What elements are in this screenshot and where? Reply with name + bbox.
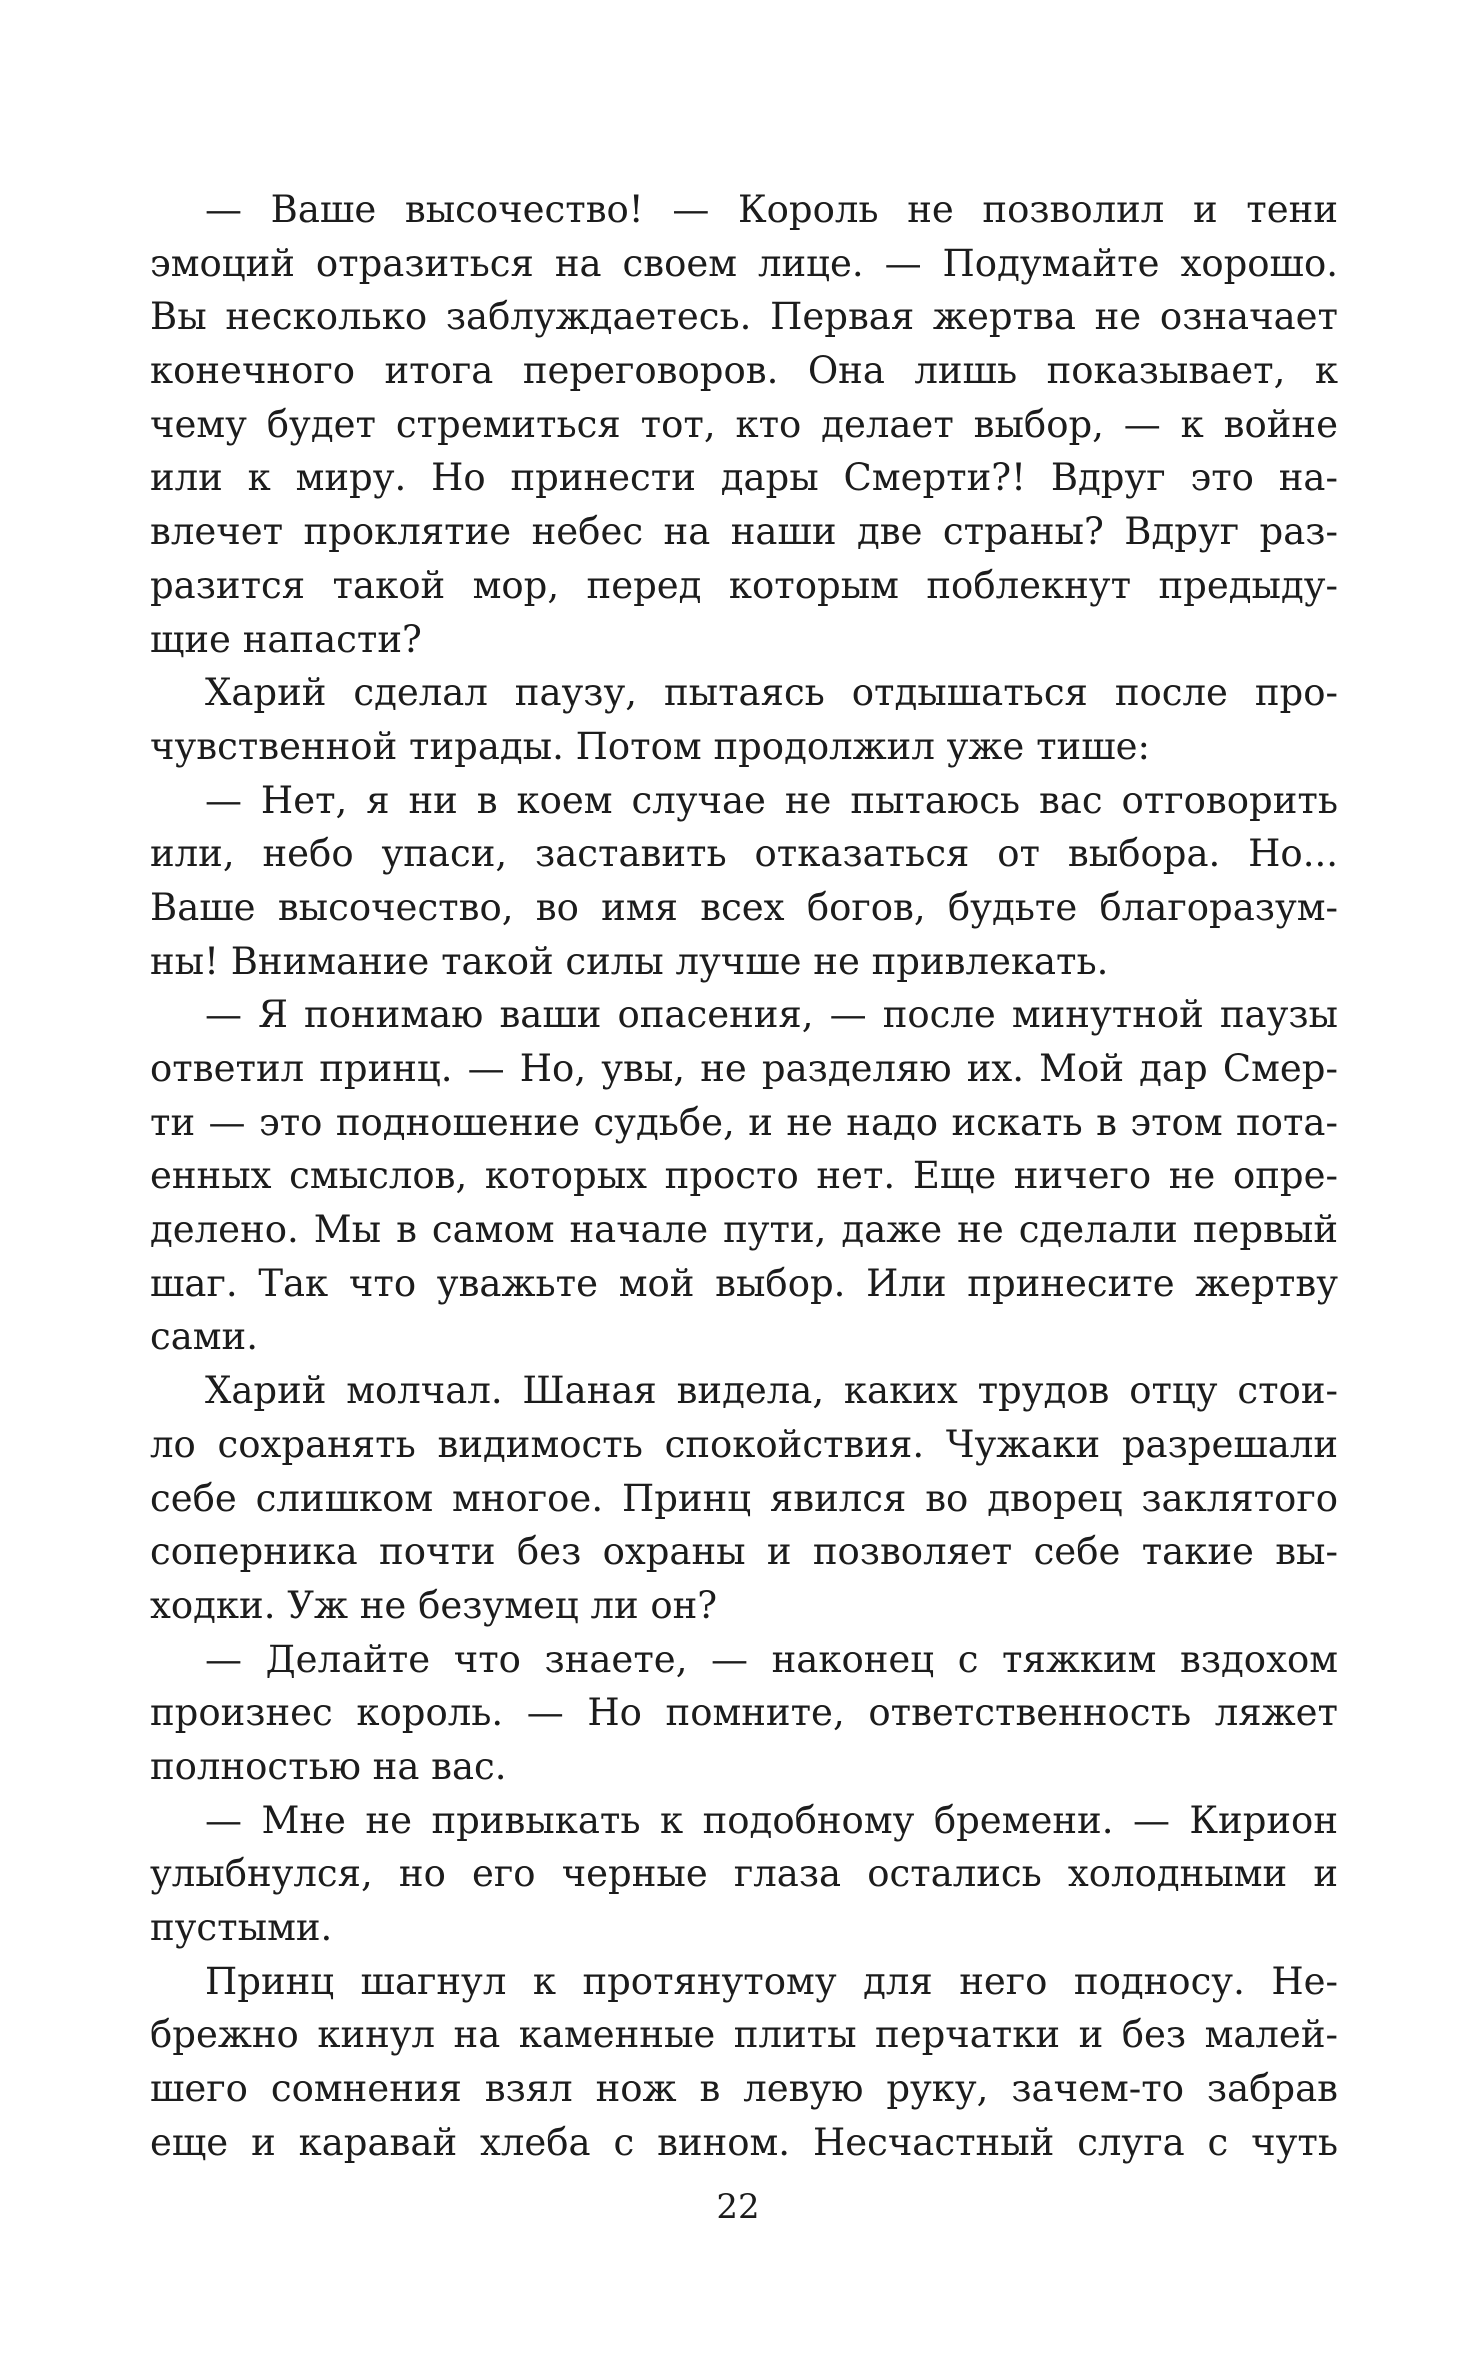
text-line: — Я понимаю ваши опасения, — после минутной паузы bbox=[205, 993, 1338, 1037]
text-line: брежно кинул на каменные плиты перчатки и без малей- bbox=[150, 2013, 1338, 2057]
text-line: ны! Внимание такой силы лучше не привлекать. bbox=[150, 939, 1109, 983]
text-line: полностью на вас. bbox=[150, 1744, 507, 1788]
text-line: или к миру. Но принести дары Смерти?! Вдруг это на- bbox=[150, 456, 1338, 500]
text-line: Принц шагнул к протянутому для него подносу. Не- bbox=[205, 1959, 1338, 2003]
text-line: еще и каравай хлеба с вином. Несчастный слуга с чуть bbox=[150, 2120, 1338, 2164]
text-line: себе слишком многое. Принц явился во дворец заклятого bbox=[150, 1476, 1338, 1520]
text-line: енных смыслов, которых просто нет. Еще ничего не опре- bbox=[150, 1154, 1338, 1198]
text-line: — Мне не привыкать к подобному бремени. — Кирион bbox=[205, 1798, 1338, 1842]
text-line: чувственной тирады. Потом продолжил уже тише: bbox=[150, 724, 1150, 768]
page-number: 22 bbox=[716, 2187, 760, 2227]
text-line: ти — это подношение судьбе, и не надо искать в этом пота- bbox=[150, 1100, 1338, 1144]
text-line: шаг. Так что уважьте мой выбор. Или принесите жертву bbox=[150, 1261, 1338, 1305]
text-line: разится такой мор, перед которым поблекнут предыду- bbox=[150, 563, 1338, 607]
text-line: соперника почти без охраны и позволяет себе такие вы- bbox=[150, 1530, 1338, 1574]
text-line: — Нет, я ни в коем случае не пытаюсь вас отговорить bbox=[205, 778, 1338, 822]
text-line: шего сомнения взял нож в левую руку, зачем-то забрав bbox=[150, 2067, 1338, 2111]
text-line: эмоций отразиться на своем лице. — Подумайте хорошо. bbox=[150, 241, 1338, 285]
text-line: Харий сделал паузу, пытаясь отдышаться после про- bbox=[205, 671, 1338, 715]
text-line: Вы несколько заблуждаетесь. Первая жертва не означает bbox=[150, 295, 1338, 339]
text-line: сами. bbox=[150, 1315, 258, 1359]
text-line: — Ваше высочество! — Король не позволил и тени bbox=[205, 188, 1338, 231]
text-line: Ваше высочество, во имя всех богов, будьте благоразум- bbox=[150, 885, 1338, 929]
text-line: пустыми. bbox=[150, 1906, 333, 1949]
text-line: щие напасти? bbox=[150, 617, 422, 661]
text-line: ходки. Уж не безумец ли он? bbox=[150, 1583, 718, 1627]
body-text bbox=[150, 183, 1338, 2169]
text-line: или, небо упаси, заставить отказаться от выбора. Но... bbox=[150, 832, 1338, 876]
text-line: ло сохранять видимость спокойствия. Чужаки разрешали bbox=[150, 1422, 1338, 1466]
text-line: Харий молчал. Шаная видела, каких трудов отцу стои- bbox=[205, 1369, 1338, 1413]
text-line: делено. Мы в самом начале пути, даже не сделали первый bbox=[150, 1208, 1338, 1252]
text-line: — Делайте что знаете, — наконец с тяжким вздохом bbox=[205, 1637, 1338, 1681]
text-line: улыбнулся, но его черные глаза остались холодными и bbox=[150, 1852, 1338, 1896]
text-line: конечного итога переговоров. Она лишь показывает, к bbox=[150, 349, 1338, 393]
text-line: чему будет стремиться тот, кто делает выбор, — к войне bbox=[150, 402, 1338, 446]
text-line: произнес король. — Но помните, ответственность ляжет bbox=[150, 1691, 1338, 1735]
text-line: влечет проклятие небес на наши две страны? Вдруг раз- bbox=[150, 510, 1338, 554]
text-line: ответил принц. — Но, увы, не разделяю их. Мой дар Смер- bbox=[150, 1047, 1338, 1090]
